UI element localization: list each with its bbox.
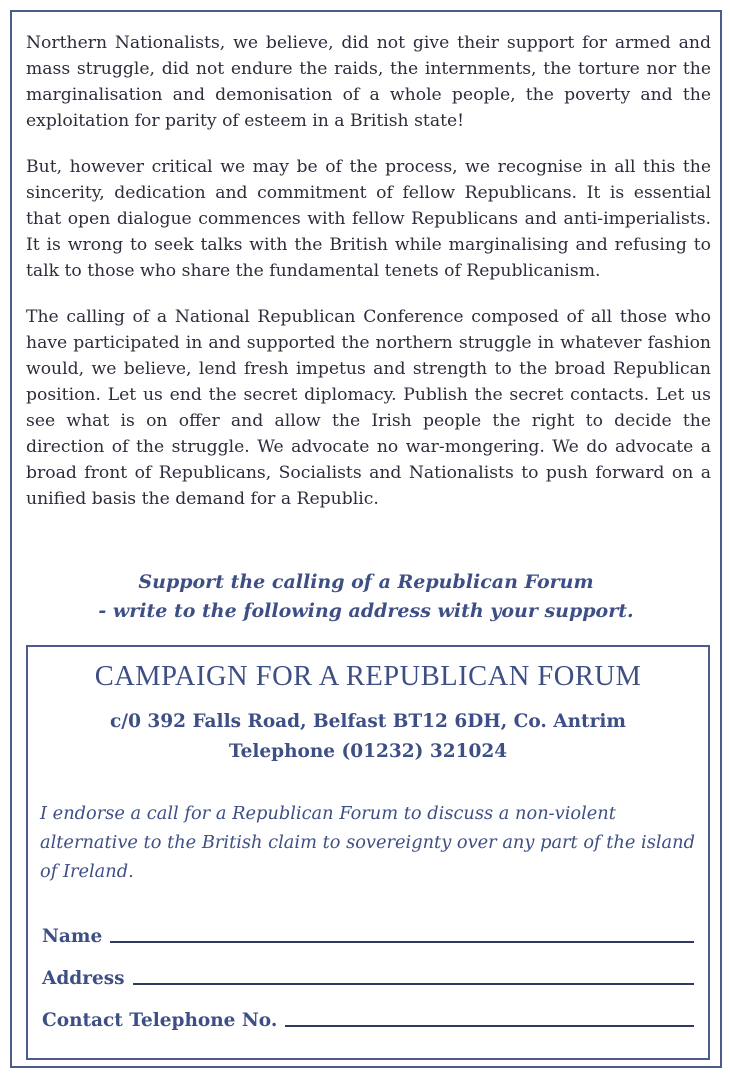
address-input-line[interactable]	[133, 983, 694, 985]
organisation-telephone: Telephone (01232) 321024	[228, 741, 508, 762]
address-label: Address	[42, 968, 125, 989]
organisation-address: c/0 392 Falls Road, Belfast BT12 6DH, Co. Antrim	[110, 711, 626, 732]
support-appeal	[12, 568, 720, 626]
telephone-label: Contact Telephone No.	[42, 1010, 278, 1031]
telephone-input-line[interactable]	[285, 1025, 694, 1027]
telephone-field	[42, 1010, 694, 1031]
paragraph-3: The calling of a National Republican Conference composed of all those who have participated in and supported the northern struggle in whatever fashion would, we believe, lend fresh impetus and strength to the broad Republican position. Let us end the secret diplomacy. Publish the secret contacts. Let us see what is on offer and allow the Irish people the right to decide the direction of the struggle. We advocate no war-mongering. We do advocate a broad front of Republicans, Socialists and Nationalists to push forward on a unified basis the demand for a Republic.	[26, 307, 711, 509]
organisation-title: CAMPAIGN FOR A REPUBLICAN FORUM	[94, 661, 642, 692]
name-input-line[interactable]	[110, 941, 694, 943]
endorsement-statement: I endorse a call for a Republican Forum to discuss a non-violent alternative to the British claim to sovereignty over any part of the island of Ireland.	[40, 803, 695, 882]
endorsement-form	[26, 645, 710, 1060]
address-field	[42, 968, 694, 989]
paragraph-2: But, however critical we may be of the process, we recognise in all this the sincerity, dedication and commitment of fellow Republicans. It is essential that open dialogue commences with fellow Republicans and anti-imperialists. It is wrong to seek talks with the British while marginalising and refusing to talk to those who share the fundamental tenets of Republicanism.	[26, 157, 711, 281]
leaflet-page	[10, 10, 722, 1068]
name-field	[42, 926, 694, 947]
name-label: Name	[42, 926, 103, 947]
paragraph-1: Northern Nationalists, we believe, did not give their support for armed and mass struggle, did not endure the raids, the internments, the torture nor the marginalisation and demonisation of a whole people, the poverty and the exploitation for parity of esteem in a British state!	[26, 33, 711, 131]
appeal-line-1: Support the calling of a Republican Forum	[138, 571, 594, 593]
body-text	[26, 30, 711, 532]
appeal-line-2: - write to the following address with your support.	[98, 600, 634, 622]
